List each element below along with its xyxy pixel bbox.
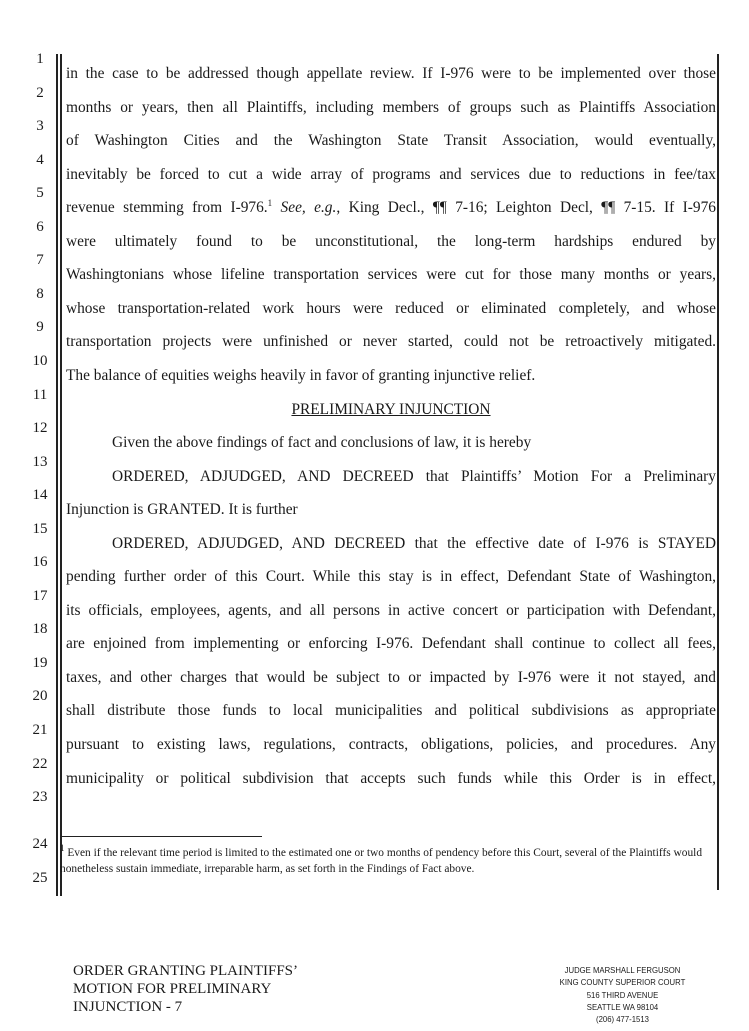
line-number: 6	[36, 218, 44, 235]
body-line: of Washington Cities and the Washington State Transit Association, would eventually,	[66, 132, 716, 150]
line-number: 21	[32, 722, 48, 738]
line-number: 7	[36, 252, 44, 269]
line-number: 10	[32, 352, 48, 369]
body-line: Given the above findings of fact and conclusions of law, it is hereby	[112, 434, 532, 452]
right-margin-rule	[717, 54, 719, 890]
line-number: 9	[36, 319, 44, 336]
line-number: 18	[32, 621, 48, 638]
line-number: 1	[36, 51, 44, 67]
line-number: 5	[36, 185, 44, 202]
body-line: transportation projects were unfinished or never started, could not be retroactively mitigated.	[66, 333, 716, 351]
left-margin-rule-inner	[60, 54, 62, 896]
left-margin-rule	[56, 54, 58, 896]
body-line: months or years, then all Plaintiffs, including members of groups such as Plaintiffs Association	[66, 98, 716, 116]
line-number: 14	[32, 487, 48, 504]
line-number: 17	[32, 587, 48, 604]
body-line: ORDERED, ADJUDGED, AND DECREED that Plaintiffs’ Motion For a Preliminary	[112, 467, 716, 485]
line-number: 19	[32, 654, 48, 671]
line-number: 23	[32, 789, 48, 806]
footer-document-title: ORDER GRANTING PLAINTIFFS’ MOTION FOR PRELIMINARY INJUNCTION - 7	[73, 963, 299, 1015]
line-number: 15	[32, 520, 48, 537]
body-line: shall distribute those funds to local municipalities and political subdivisions as appropriate	[66, 702, 716, 720]
line-number: 4	[36, 151, 44, 168]
footnote-divider	[60, 836, 262, 837]
body-line: taxes, and other charges that would be subject to or impacted by I-976 were it not stayed, and	[66, 668, 716, 686]
body-line: its officials, employees, agents, and all persons in active concert or participation with Defendant,	[66, 601, 716, 619]
footnote-reference[interactable]: 1	[267, 198, 273, 209]
body-line: revenue stemming from I-976.$^1$ See, e.g., King Decl., ¶¶ 7-16; Leighton Decl, ¶¶ 7-15. If I-976	[66, 198, 716, 217]
line-number: 13	[32, 453, 48, 470]
body-line: municipality or political subdivision that accepts such funds while this Order is in effect,	[66, 769, 716, 787]
body-line: pursuant to existing laws, regulations, contracts, obligations, policies, and procedures. Any	[66, 736, 716, 753]
line-number: 16	[32, 554, 48, 571]
body-line: The balance of equities weighs heavily in favor of granting injunctive relief.	[66, 366, 536, 384]
body-line: are enjoined from implementing or enforcing I-976. Defendant shall continue to collect all fees,	[66, 635, 716, 653]
line-number: 8	[36, 285, 44, 302]
section-heading: PRELIMINARY INJUNCTION	[291, 400, 491, 418]
line-number: 11	[32, 386, 48, 403]
footnote: $^1$ Even if the relevant time period is limited to the estimated one or two months of pendency before this Court, several of the Plaintiffs would nonetheless sustain immediate, irreparable harm, as set forth in the Findings of Fact above.	[60, 843, 703, 875]
body-line: Injunction is GRANTED. It is further	[66, 501, 298, 519]
line-number: 3	[36, 118, 44, 135]
line-number: 20	[32, 688, 48, 705]
line-number: 22	[32, 755, 48, 772]
line-number: 2	[36, 84, 44, 101]
line-number: 12	[32, 420, 48, 437]
body-line: in the case to be addressed though appellate review. If I-976 were to be implemented over those	[66, 65, 716, 82]
body-line: whose transportation-related work hours were reduced or eliminated completely, and whose	[66, 299, 716, 317]
body-line: ORDERED, ADJUDGED, AND DECREED that the effective date of I-976 is STAYED	[112, 534, 716, 552]
body-line: Washingtonians whose lifeline transportation services were cut for those many months or years,	[66, 266, 716, 284]
line-number: 25	[32, 870, 48, 886]
body-line: were ultimately found to be unconstitutional, the long-term hardships endured by	[66, 232, 716, 250]
line-number: 24	[32, 836, 48, 852]
footer-court-address: JUDGE MARSHALL FERGUSON KING COUNTY SUPERIOR COURT 516 THIRD AVENUE SEATTLE WA 98104 (206) 477-1513	[559, 965, 686, 1025]
body-line: inevitably be forced to cut a wide array of programs and services due to reductions in fee/tax	[66, 165, 716, 183]
body-line: pending further order of this Court. While this stay is in effect, Defendant State of Washington,	[66, 568, 716, 586]
